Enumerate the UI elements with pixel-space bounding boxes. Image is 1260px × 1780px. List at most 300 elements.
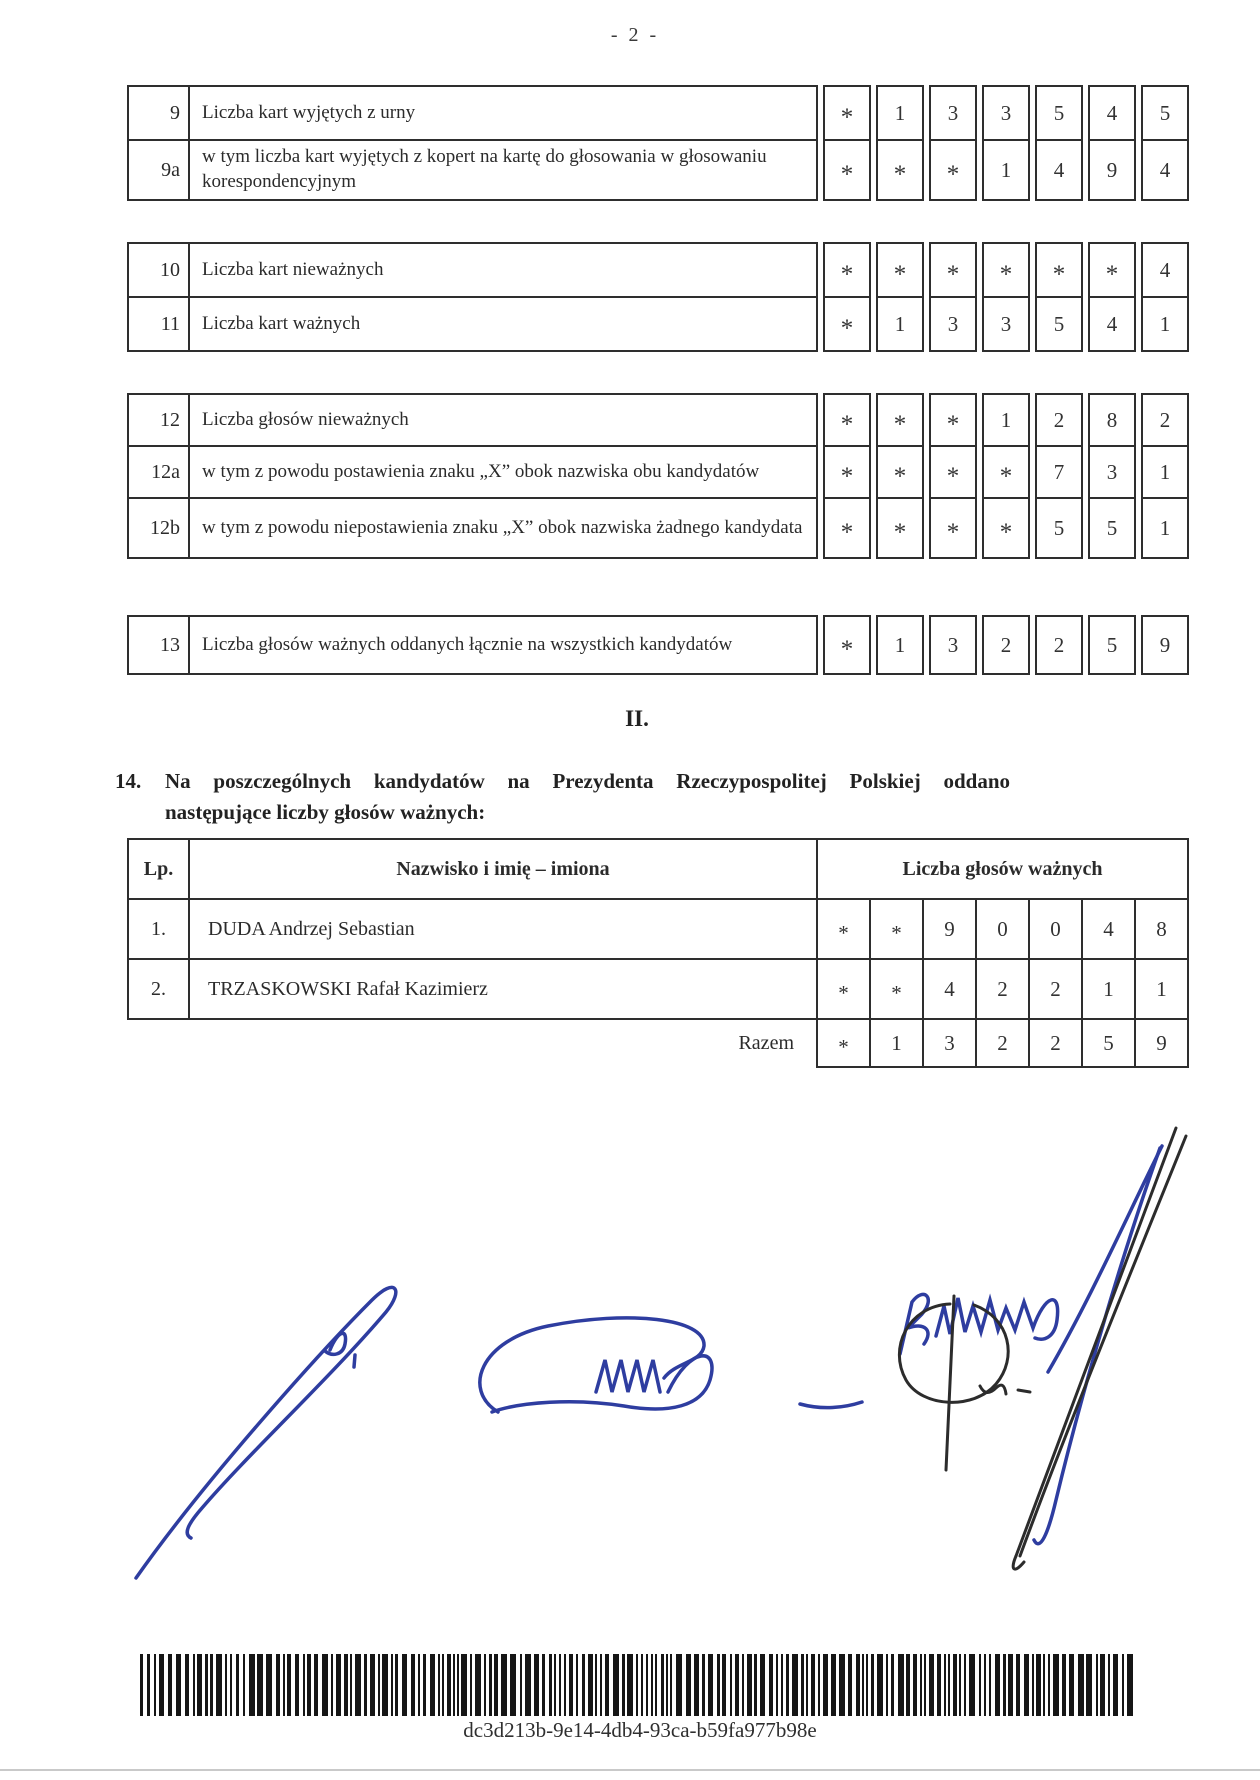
- digit-cell: *: [1035, 242, 1083, 298]
- digit-cell: *: [816, 958, 871, 1020]
- barcode-bar: [243, 1654, 245, 1716]
- digit-cell: *: [876, 242, 924, 298]
- barcode-bar: [314, 1654, 318, 1716]
- barcode-bar: [382, 1654, 388, 1716]
- barcode-bar: [702, 1654, 705, 1716]
- digit-cell: 8: [1134, 898, 1189, 960]
- barcode-bar: [984, 1654, 986, 1716]
- barcode-bar: [205, 1654, 208, 1716]
- barcode-bar: [600, 1654, 602, 1716]
- barcode-bar: [569, 1654, 573, 1716]
- digit-cell: *: [823, 296, 871, 352]
- digit-cell: *: [982, 445, 1030, 499]
- digit-cell: *: [929, 445, 977, 499]
- barcode-bar: [929, 1654, 934, 1716]
- digit-cell: 3: [982, 85, 1030, 141]
- barcode-caption: dc3d213b-9e14-4db4-93ca-b59fa977b98e: [463, 1718, 817, 1742]
- signature-5-stroke2: [1020, 1136, 1186, 1556]
- barcode-bar: [886, 1654, 888, 1716]
- barcode-bar: [776, 1654, 778, 1716]
- digit-cell: 2: [1035, 615, 1083, 675]
- header-lp: Lp.: [127, 838, 190, 900]
- total-label: Razem: [738, 1031, 794, 1054]
- barcode-bar: [811, 1654, 815, 1716]
- digit-cell: *: [823, 139, 871, 201]
- barcode-bar: [489, 1654, 492, 1716]
- digit-cell: 5: [1035, 296, 1083, 352]
- barcode-bar: [534, 1654, 539, 1716]
- row-label: Liczba kart nieważnych: [188, 242, 818, 298]
- barcode-bar: [159, 1654, 164, 1716]
- signature-1: [136, 1287, 396, 1578]
- barcode-bar: [839, 1654, 845, 1716]
- table-row: [127, 615, 1189, 675]
- barcode-bar: [747, 1654, 752, 1716]
- digit-cell: 1: [1141, 296, 1189, 352]
- row-number: 9: [127, 85, 190, 141]
- barcode-bar: [760, 1654, 765, 1716]
- barcode-bar: [871, 1654, 874, 1716]
- barcode-bar: [283, 1654, 285, 1716]
- row-number: 9a: [127, 139, 190, 201]
- barcode-bar: [216, 1654, 222, 1716]
- barcode-bar: [378, 1654, 380, 1716]
- barcode-bar: [959, 1654, 961, 1716]
- barcode-bar: [475, 1654, 481, 1716]
- barcode-bar: [582, 1654, 585, 1716]
- item-number: 14.: [115, 769, 142, 793]
- barcode-bar: [438, 1654, 440, 1716]
- barcode-bar: [823, 1654, 828, 1716]
- barcode-bar: [1003, 1654, 1006, 1716]
- barcode-bar: [792, 1654, 798, 1716]
- row-label: Liczba głosów nieważnych: [188, 393, 818, 447]
- barcode-bar: [906, 1654, 910, 1716]
- digit-boxes: [818, 85, 1189, 141]
- digit-cell: 5: [1081, 1018, 1136, 1068]
- barcode-bar: [818, 1654, 820, 1716]
- digit-cell: 3: [929, 85, 977, 141]
- barcode-bar: [651, 1654, 653, 1716]
- item-14-paragraph: [115, 766, 1010, 828]
- barcode-bar: [185, 1654, 189, 1716]
- barcode-bar: [742, 1654, 744, 1716]
- barcode-bars: [140, 1654, 1140, 1716]
- candidate-row: [127, 958, 1189, 1020]
- digit-cell: 3: [929, 615, 977, 675]
- digit-boxes: [818, 497, 1189, 559]
- barcode-bar: [494, 1654, 498, 1716]
- barcode-bar: [655, 1654, 657, 1716]
- row-number: 12a: [127, 445, 190, 499]
- barcode-bar: [979, 1654, 981, 1716]
- barcode-bar: [1036, 1654, 1041, 1716]
- barcode-bar: [964, 1654, 966, 1716]
- digit-cell: *: [816, 898, 871, 960]
- barcode-bar: [549, 1654, 552, 1716]
- signature-3-squiggle: [980, 1385, 1030, 1394]
- barcode-bar: [1127, 1654, 1133, 1716]
- digit-boxes: [818, 242, 1189, 298]
- barcode-bar: [559, 1654, 561, 1716]
- digit-cell: *: [823, 242, 871, 298]
- signature-2: [480, 1318, 704, 1412]
- table-row: [127, 242, 1189, 298]
- barcode-bar: [722, 1654, 726, 1716]
- digit-cell: 3: [982, 296, 1030, 352]
- digit-cell: 1: [1141, 445, 1189, 499]
- digit-cell: *: [876, 139, 924, 201]
- barcode-bar: [641, 1654, 643, 1716]
- digit-cell: 1: [869, 1018, 924, 1068]
- barcode-bar: [898, 1654, 904, 1716]
- table-valid-votes-total: [127, 615, 1189, 675]
- digit-boxes: [818, 898, 1189, 960]
- table-row: [127, 85, 1189, 141]
- barcode-bar: [411, 1654, 415, 1716]
- digit-cell: 2: [1141, 393, 1189, 447]
- digit-cell: 4: [1088, 85, 1136, 141]
- digit-cell: 2: [1035, 393, 1083, 447]
- digit-cell: *: [929, 393, 977, 447]
- barcode-bar: [1016, 1654, 1020, 1716]
- digit-boxes: [818, 139, 1189, 201]
- barcode-bar: [266, 1654, 272, 1716]
- barcode-bar: [370, 1654, 375, 1716]
- barcode-bar: [891, 1654, 894, 1716]
- digit-cell: *: [929, 497, 977, 559]
- row-label: w tym z powodu postawienia znaku „X” obok nazwiska obu kandydatów: [188, 445, 818, 499]
- digit-cell: 7: [1035, 445, 1083, 499]
- table-row: [127, 139, 1189, 201]
- row-label: Liczba kart wyjętych z urny: [188, 85, 818, 141]
- item-14-line1: Na poszczególnych kandydatów na Prezydenta Rzeczypospolitej Polskiej oddano: [165, 769, 1010, 793]
- barcode-bar: [257, 1654, 263, 1716]
- table-row: [127, 393, 1189, 447]
- barcode-bar: [848, 1654, 852, 1716]
- barcode-bar: [730, 1654, 732, 1716]
- barcode-bar: [786, 1654, 789, 1716]
- header-name: Nazwisko i imię – imiona: [188, 838, 818, 900]
- digit-cell: 9: [1141, 615, 1189, 675]
- barcode-bar: [605, 1654, 609, 1716]
- digit-cell: 5: [1035, 85, 1083, 141]
- signature-4-descender: [1034, 1148, 1160, 1544]
- signature-5-stroke1: [1016, 1128, 1176, 1556]
- barcode-bar: [924, 1654, 926, 1716]
- barcode-bar: [989, 1654, 991, 1716]
- row-number: 13: [127, 615, 190, 675]
- digit-cell: 1: [982, 393, 1030, 447]
- barcode-bar: [249, 1654, 255, 1716]
- barcode-bar: [1024, 1654, 1029, 1716]
- barcode-bar: [470, 1654, 472, 1716]
- digit-boxes: [818, 958, 1189, 1020]
- digit-cell: *: [823, 393, 871, 447]
- digit-cell: 2: [982, 615, 1030, 675]
- barcode-bar: [225, 1654, 227, 1716]
- barcode-bar: [806, 1654, 808, 1716]
- barcode-bar: [154, 1654, 156, 1716]
- barcode-bar: [457, 1654, 459, 1716]
- page-edge-line: [0, 1769, 1260, 1771]
- barcode-bar: [717, 1654, 720, 1716]
- barcode-bar: [230, 1654, 232, 1716]
- barcode-bar: [708, 1654, 713, 1716]
- page-number: - 2 -: [610, 24, 660, 46]
- digit-cell: 2: [1028, 958, 1083, 1020]
- row-number: 10: [127, 242, 190, 298]
- barcode-bar: [210, 1654, 213, 1716]
- digit-cell: *: [876, 393, 924, 447]
- barcode-bar: [666, 1654, 668, 1716]
- barcode-bar: [322, 1654, 328, 1716]
- digit-cell: 5: [1088, 497, 1136, 559]
- digit-cell: *: [876, 497, 924, 559]
- barcode-bar: [576, 1654, 578, 1716]
- barcode-bar: [554, 1654, 556, 1716]
- digit-cell: 4: [1035, 139, 1083, 201]
- digit-cell: 0: [1028, 898, 1083, 960]
- barcode-bar: [525, 1654, 531, 1716]
- barcode-bar: [588, 1654, 593, 1716]
- barcode-bar: [430, 1654, 435, 1716]
- barcode-bar: [1100, 1654, 1105, 1716]
- header-valid-votes: Liczba głosów ważnych: [816, 838, 1189, 900]
- table-cards-validity: [127, 242, 1189, 352]
- row-label: w tym z powodu niepostawienia znaku „X” obok nazwiska żadnego kandydata: [188, 497, 818, 559]
- row-label: w tym liczba kart wyjętych z kopert na kartę do głosowania w głosowaniu korespondencyjnym: [188, 139, 818, 201]
- barcode-bar: [1113, 1654, 1118, 1716]
- candidate-name: DUDA Andrzej Sebastian: [188, 898, 818, 960]
- barcode-bar: [1062, 1654, 1066, 1716]
- table-row: [127, 445, 1189, 499]
- barcode-bar: [636, 1654, 638, 1716]
- digit-cell: 1: [982, 139, 1030, 201]
- barcode-bar: [176, 1654, 181, 1716]
- table-row: [127, 296, 1189, 352]
- barcode-bar: [913, 1654, 917, 1716]
- digit-cell: 0: [975, 898, 1030, 960]
- barcode-bar: [140, 1654, 143, 1716]
- barcode-bar: [670, 1654, 672, 1716]
- barcode-bar: [969, 1654, 975, 1716]
- barcode-bar: [1032, 1654, 1034, 1716]
- barcode-bar: [801, 1654, 804, 1716]
- barcode-bar: [1008, 1654, 1013, 1716]
- barcode-bar: [447, 1654, 451, 1716]
- barcode-bar: [948, 1654, 950, 1716]
- barcode-bar: [303, 1654, 305, 1716]
- barcode-bar: [862, 1654, 864, 1716]
- barcode-bar: [331, 1654, 333, 1716]
- candidate-lp: 2.: [127, 958, 190, 1020]
- barcode-bar: [1108, 1654, 1110, 1716]
- digit-cell: *: [982, 497, 1030, 559]
- digit-cell: *: [816, 1018, 871, 1068]
- signatures: [0, 1080, 1260, 1600]
- candidates-table: [127, 838, 1189, 1068]
- barcode-bar: [355, 1654, 361, 1716]
- barcode-bar: [1122, 1654, 1124, 1716]
- row-number: 11: [127, 296, 190, 352]
- barcode-bar: [484, 1654, 486, 1716]
- digit-cell: 5: [1035, 497, 1083, 559]
- digit-cell: *: [869, 898, 924, 960]
- barcode-bar: [442, 1654, 444, 1716]
- barcode-bar: [613, 1654, 619, 1716]
- barcode-bar: [877, 1654, 883, 1716]
- digit-boxes: [818, 1018, 1189, 1068]
- signature-2-underline: [800, 1402, 862, 1408]
- barcode-bar: [510, 1654, 516, 1716]
- digit-cell: 3: [929, 296, 977, 352]
- barcode-bar: [661, 1654, 664, 1716]
- barcode-bar: [287, 1654, 291, 1716]
- barcode-bar: [395, 1654, 398, 1716]
- barcode-bar: [307, 1654, 311, 1716]
- barcode-bar: [344, 1654, 348, 1716]
- section-heading: II.: [625, 706, 649, 731]
- barcode-bar: [147, 1654, 150, 1716]
- barcode-bar: [1069, 1654, 1074, 1716]
- barcode-bar: [686, 1654, 691, 1716]
- barcode-bar: [402, 1654, 407, 1716]
- digit-cell: *: [823, 497, 871, 559]
- digit-cell: 8: [1088, 393, 1136, 447]
- digit-cell: *: [876, 445, 924, 499]
- digit-cell: 4: [1141, 139, 1189, 201]
- barcode-bar: [501, 1654, 507, 1716]
- barcode-bar: [646, 1654, 648, 1716]
- digit-boxes: [818, 296, 1189, 352]
- digit-boxes: [818, 445, 1189, 499]
- barcode-bar: [168, 1654, 172, 1716]
- candidates-header-row: [127, 838, 1189, 900]
- barcode-bar: [423, 1654, 426, 1716]
- digit-cell: 1: [876, 296, 924, 352]
- barcode-bar: [866, 1654, 868, 1716]
- barcode-bar: [937, 1654, 941, 1716]
- row-number: 12: [127, 393, 190, 447]
- barcode-bar: [391, 1654, 393, 1716]
- digit-cell: 2: [1028, 1018, 1083, 1068]
- signature-2-zigzag: [596, 1360, 660, 1392]
- digit-cell: 1: [876, 615, 924, 675]
- barcode-bar: [336, 1654, 341, 1716]
- digit-cell: *: [929, 139, 977, 201]
- row-label: Liczba kart ważnych: [188, 296, 818, 352]
- barcode-bar: [856, 1654, 860, 1716]
- barcode-bar: [1043, 1654, 1045, 1716]
- barcode-bar: [944, 1654, 946, 1716]
- barcode-bar: [1053, 1654, 1059, 1716]
- digit-cell: 2: [975, 958, 1030, 1020]
- barcode-bar: [542, 1654, 545, 1716]
- barcode-bar: [193, 1654, 195, 1716]
- total-row: [127, 1018, 1189, 1068]
- digit-boxes: [818, 393, 1189, 447]
- digit-cell: 5: [1088, 615, 1136, 675]
- digit-cell: *: [823, 445, 871, 499]
- barcode-bar: [676, 1654, 682, 1716]
- candidate-row: [127, 898, 1189, 960]
- barcode-bar: [831, 1654, 836, 1716]
- barcode-bar: [418, 1654, 420, 1716]
- digit-cell: 9: [922, 898, 977, 960]
- barcode-bar: [461, 1654, 467, 1716]
- digit-cell: *: [869, 958, 924, 1020]
- barcode-bar: [520, 1654, 522, 1716]
- row-label: Liczba głosów ważnych oddanych łącznie na wszystkich kandydatów: [188, 615, 818, 675]
- signature-5-hook: [1013, 1556, 1024, 1569]
- digit-cell: 9: [1134, 1018, 1189, 1068]
- digit-cell: 1: [1141, 497, 1189, 559]
- barcode-bar: [627, 1654, 633, 1716]
- barcode-bar: [754, 1654, 757, 1716]
- digit-cell: 1: [1081, 958, 1136, 1020]
- barcode-bar: [694, 1654, 699, 1716]
- barcode-bar: [1048, 1654, 1050, 1716]
- barcode-bar: [564, 1654, 566, 1716]
- digit-cell: *: [1088, 242, 1136, 298]
- barcode-bar: [595, 1654, 597, 1716]
- digit-cell: *: [823, 85, 871, 141]
- item-14-line2: następujące liczby głosów ważnych:: [165, 800, 486, 824]
- digit-cell: 4: [1088, 296, 1136, 352]
- table-row: [127, 497, 1189, 559]
- barcode: [140, 1654, 1140, 1716]
- barcode-bar: [735, 1654, 739, 1716]
- candidate-lp: 1.: [127, 898, 190, 960]
- digit-cell: 4: [1081, 898, 1136, 960]
- barcode-bar: [622, 1654, 625, 1716]
- digit-cell: 1: [876, 85, 924, 141]
- barcode-bar: [769, 1654, 773, 1716]
- digit-cell: 3: [1088, 445, 1136, 499]
- digit-cell: 4: [1141, 242, 1189, 298]
- barcode-bar: [453, 1654, 455, 1716]
- barcode-bar: [953, 1654, 957, 1716]
- digit-cell: 1: [1134, 958, 1189, 1020]
- table-invalid-votes: [127, 393, 1189, 559]
- digit-cell: *: [929, 242, 977, 298]
- barcode-bar: [276, 1654, 280, 1716]
- barcode-bar: [236, 1654, 239, 1716]
- barcode-bar: [781, 1654, 783, 1716]
- barcode-bar: [364, 1654, 367, 1716]
- barcode-bar: [350, 1654, 352, 1716]
- barcode-bar: [920, 1654, 922, 1716]
- table-cards-taken: [127, 85, 1189, 201]
- candidate-name: TRZASKOWSKI Rafał Kazimierz: [188, 958, 818, 1020]
- barcode-bar: [197, 1654, 202, 1716]
- barcode-bar: [1086, 1654, 1092, 1716]
- digit-boxes: [818, 615, 1189, 675]
- signature-4: [900, 1294, 1058, 1354]
- barcode-bar: [1096, 1654, 1098, 1716]
- digit-cell: 4: [922, 958, 977, 1020]
- row-number: 12b: [127, 497, 190, 559]
- barcode-bar: [1078, 1654, 1084, 1716]
- barcode-bar: [295, 1654, 299, 1716]
- digit-cell: 9: [1088, 139, 1136, 201]
- digit-cell: *: [823, 615, 871, 675]
- digit-cell: *: [982, 242, 1030, 298]
- digit-cell: 3: [922, 1018, 977, 1068]
- barcode-bar: [995, 1654, 1000, 1716]
- digit-cell: 2: [975, 1018, 1030, 1068]
